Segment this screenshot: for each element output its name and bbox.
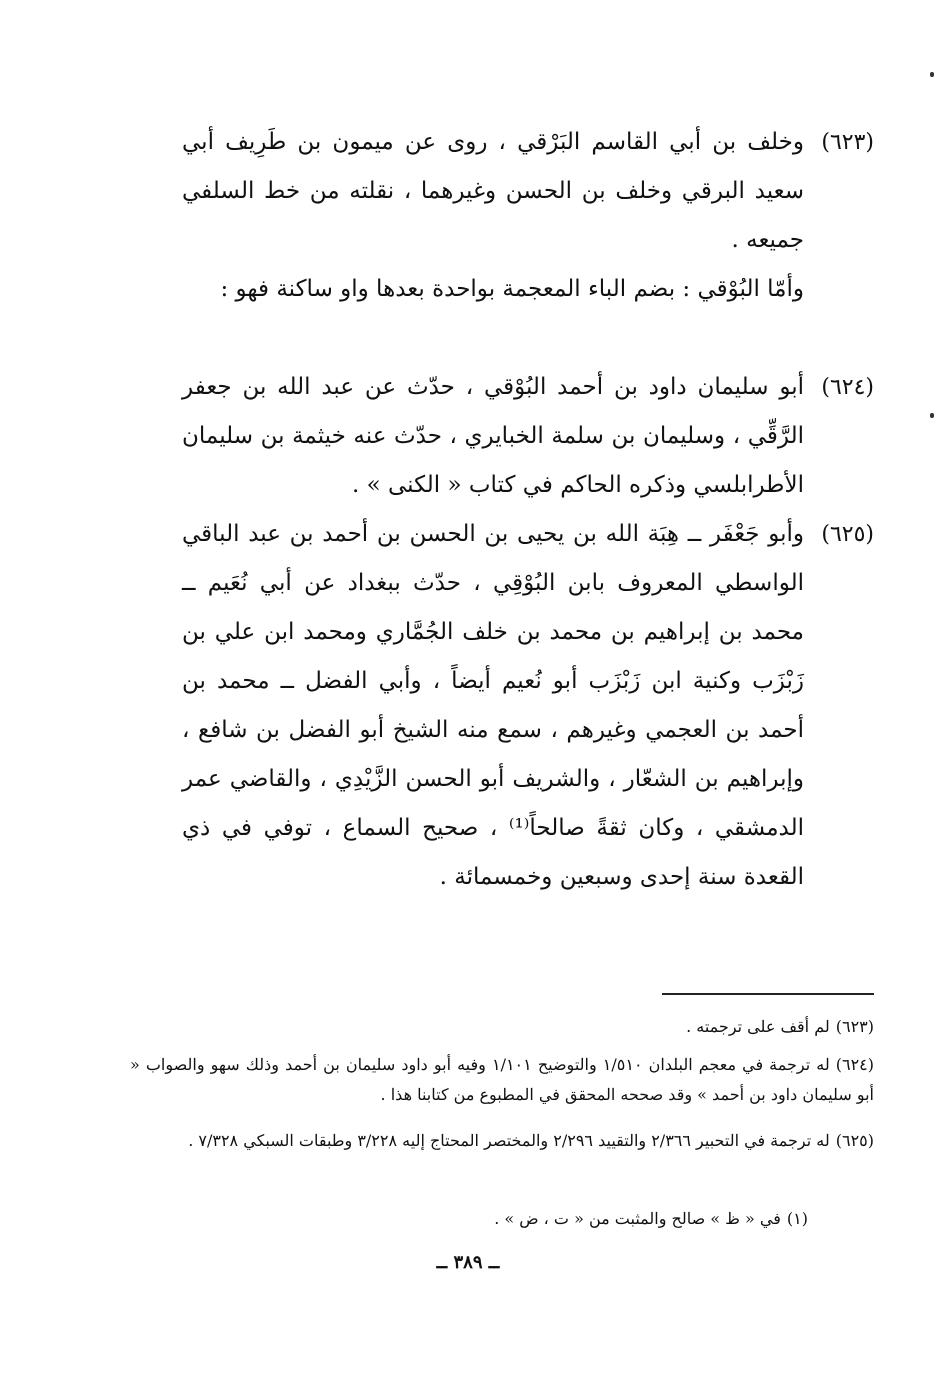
page-number: ــ ٣٨٩ ــ — [436, 1252, 500, 1273]
footnote-625 — [130, 1126, 874, 1156]
entry-number: (٦٢٣) — [821, 130, 874, 155]
entry-624 — [182, 363, 874, 510]
footnote-number: (١) — [786, 1209, 808, 1228]
footnote-number: (٦٢٤) — [835, 1055, 875, 1074]
footnote-number: (٦٢٥) — [835, 1131, 874, 1150]
entry-text: وخلف بن أبي القاسم البَرْقي ، روى عن ميمون بن طَرِيف أبي سعيد البرقي وخلف بن الحسن وغيرهما ، نقلته من خط السلفي جميعه . — [182, 129, 804, 253]
footnote-text: في « ظ » صالح والمثبت من « ت ، ض » . — [494, 1209, 781, 1228]
entry-number: (٦٢٥) — [821, 522, 874, 547]
paragraph-buqi-intro: وأمّا البُوْقي : بضم الباء المعجمة بواحدة بعدها واو ساكنة فهو : — [220, 276, 804, 302]
scan-mark — [930, 72, 934, 77]
footnote-text: له ترجمة في التحبير ٢/٣٦٦ والتقييد ٢/٢٩٦ والمختصر المحتاج إليه ٣/٢٢٨ وطبقات السبكي ٧/٣٢٨ . — [188, 1131, 830, 1150]
entry-text: وأبو جَعْفَر ــ هِبَة الله بن يحيى بن الحسن بن أحمد بن عبد الباقي الواسطي المعروف بابن البُوْقِي ، حدّث ببغداد عن أبي نُعَيم ــ محمد بن إبراهيم بن محمد بن خلف الجُمَّاري ومحمد ابن علي بن زَبْزَب وكنية ابن زَبْزَب أبو نُعيم أيضاً ، وأبي الفضل ــ محمد بن أحمد بن العجمي وغيرهم ، سمع منه الشيخ أبو الفضل بن شافع ، وإبراهيم بن الشعّار ، والشريف أبو الحسن الزَّيْدِي ، والقاضي عمر الدمشقي ، وكان ثقةً صالحاً⁽¹⁾ ، صحيح السماع ، توفي في ذي القعدة سنة إحدى وسبعين وخمسمائة . — [182, 521, 804, 890]
footnote-text: لم أقف على ترجمته . — [686, 1017, 830, 1036]
footnote-number: (٦٢٣) — [835, 1017, 874, 1036]
entry-number: (٦٢٤) — [821, 375, 874, 400]
footnote-623 — [130, 1012, 874, 1042]
entry-623 — [182, 118, 874, 265]
footnote-text: له ترجمة في معجم البلدان ١/٥١٠ والتوضيح ١/١٠١ وفيه أبو داود سليمان بن أحمد وذلك سهو والصواب « أبو سليمان داود بن أحمد » وقد صححه المحقق في المطبوع من كتابنا هذا . — [130, 1055, 874, 1104]
entry-625 — [182, 510, 874, 902]
footnote-divider — [662, 993, 874, 995]
entry-text: أبو سليمان داود بن أحمد البُوْقي ، حدّث عن عبد الله بن جعفر الرَّقِّي ، وسليمان بن سلمة الخبايري ، حدّث عنه خيثمة بن سليمان الأطرابلسي وذكره الحاكم في كتاب « الكنى » . — [182, 374, 804, 498]
scan-mark — [930, 413, 934, 418]
footnote-624 — [130, 1050, 874, 1110]
footnote-1 — [128, 1204, 808, 1234]
